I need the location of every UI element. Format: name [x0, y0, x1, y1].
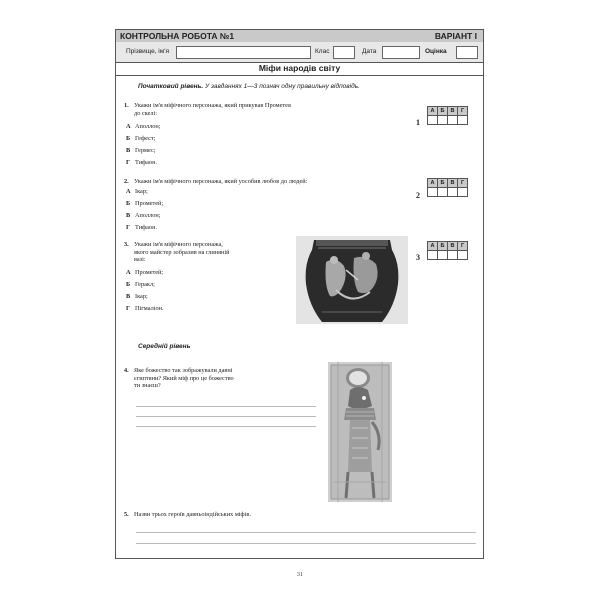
- answer-line[interactable]: [136, 426, 316, 427]
- date-field[interactable]: [382, 46, 420, 59]
- answer-cell-a[interactable]: [428, 251, 438, 260]
- question-number: 3.: [124, 241, 129, 248]
- greek-vase-image: [296, 236, 408, 324]
- question-text: Назви трьох героїв давньоіндійських міфів.: [134, 511, 251, 518]
- option-d[interactable]: Г Пігмаліон.: [126, 305, 164, 312]
- option-a[interactable]: А Аполлон;: [126, 123, 161, 130]
- grade-field[interactable]: [456, 46, 478, 59]
- option-b[interactable]: Б Геракл;: [126, 281, 155, 288]
- option-a[interactable]: А Ікар;: [126, 188, 148, 195]
- option-c[interactable]: В Гермес;: [126, 147, 156, 154]
- question-number: 5.: [124, 511, 129, 518]
- level1-instruction: У завданнях 1—3 познач одну правильну відповідь.: [205, 83, 360, 90]
- answer-grid-2: А Б В Г: [427, 178, 468, 197]
- question-number: 2.: [124, 178, 129, 185]
- option-b[interactable]: Б Гефест;: [126, 135, 156, 142]
- answer-grid-1: А Б В Г: [427, 106, 468, 125]
- surname-field[interactable]: [176, 46, 311, 59]
- grid-number-3: 3: [416, 253, 420, 262]
- answer-cell-b[interactable]: [438, 251, 448, 260]
- answer-cell-a[interactable]: [428, 116, 438, 125]
- student-info-row: [116, 42, 483, 63]
- option-c[interactable]: В Ікар;: [126, 293, 148, 300]
- page-number: 31: [296, 571, 304, 578]
- option-b[interactable]: Б Прометей;: [126, 200, 164, 207]
- answer-cell-c[interactable]: [448, 116, 458, 125]
- answer-cell-c[interactable]: [448, 251, 458, 260]
- test-sheet: [115, 29, 484, 559]
- answer-cell-b[interactable]: [438, 116, 448, 125]
- option-c[interactable]: В Аполлон;: [126, 212, 161, 219]
- answer-grid-3: А Б В Г: [427, 241, 468, 260]
- option-d[interactable]: Г Тифаон.: [126, 159, 158, 166]
- answer-cell-d[interactable]: [458, 188, 468, 197]
- answer-cell-a[interactable]: [428, 188, 438, 197]
- answer-cell-d[interactable]: [458, 116, 468, 125]
- date-label: Дата: [362, 48, 377, 55]
- option-d[interactable]: Г Тифаон.: [126, 224, 158, 231]
- question-text: Укажи ім'я міфічного персонажа, якого майстер зобразив на глиняній вазі:: [134, 241, 230, 264]
- question-text: Укажи ім'я міфічного персонажа, який прикував Прометея до скелі:: [134, 102, 291, 117]
- level2-heading: Середній рівень: [138, 343, 191, 350]
- answer-cell-d[interactable]: [458, 251, 468, 260]
- answer-line[interactable]: [136, 416, 316, 417]
- relief-illustration: [328, 362, 392, 502]
- answer-line[interactable]: [136, 543, 476, 544]
- answer-line[interactable]: [136, 532, 476, 533]
- topic-title: Міфи народів світу: [116, 62, 483, 76]
- grid-number-1: 1: [416, 118, 420, 127]
- question-text: Яке божество так зображували давні єгиптяни? Який міф про це божество ти знаєш?: [134, 367, 234, 390]
- answer-cell-c[interactable]: [448, 188, 458, 197]
- level1-title: Початковий рівень.: [138, 83, 204, 90]
- answer-line[interactable]: [136, 406, 316, 407]
- answer-cell-b[interactable]: [438, 188, 448, 197]
- test-title: КОНТРОЛЬНА РОБОТА №1: [120, 30, 235, 41]
- vase-illustration: [296, 236, 408, 324]
- surname-label: Прізвище, ім'я: [126, 48, 169, 55]
- question-text: Укажи ім'я міфічного персонажа, який уособив любов до людей:: [134, 178, 308, 185]
- question-number: 1.: [124, 102, 129, 109]
- level1-heading: [138, 83, 360, 90]
- class-label: Клас: [315, 48, 330, 55]
- question-number: 4.: [124, 367, 129, 374]
- grade-label: Оцінка: [425, 48, 447, 55]
- egyptian-deity-image: [328, 362, 392, 502]
- option-a[interactable]: А Прометей;: [126, 269, 164, 276]
- variant-label: ВАРІАНТ І: [434, 30, 477, 41]
- grid-number-2: 2: [416, 191, 420, 200]
- class-field[interactable]: [333, 46, 355, 59]
